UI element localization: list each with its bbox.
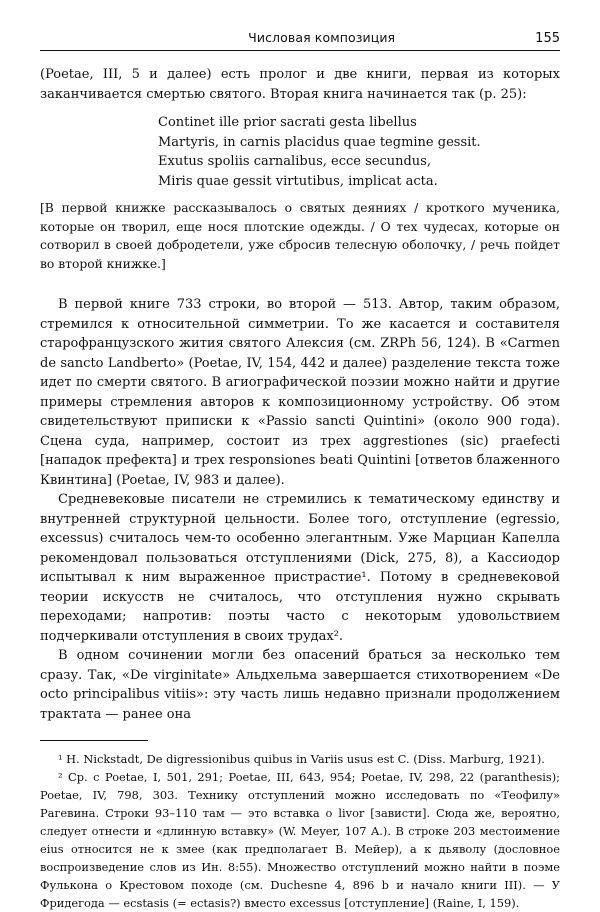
latin-verse [158, 113, 560, 191]
verse-line: Miris quae gessit virtutibus, implicat acta. [158, 173, 438, 189]
page-number: 155 [535, 31, 560, 46]
footnote-divider [40, 740, 148, 741]
verse-line: Continet ille prior sacrati gesta libellus [158, 115, 417, 130]
footnote-1: ¹ H. Nickstadt, De digressionibus quibus in Variis usus est C. (Diss. Marburg, 1921). [58, 752, 545, 766]
verse-line: Exutus spoliis carnalibus, ecce secundus, [158, 154, 431, 169]
verse-line: Martyris, in carnis placidus quae tegmine gessit. [158, 134, 481, 150]
running-title: Числовая композиция [248, 30, 396, 45]
paragraph-3: Средневековые писатели не стремились к тематическому единству и внутренней структурной цельности. Более того, отступление (egressio, excessus) считалось чем-то особенно элегантным. Уже Марциан Капелла рекомендовал пользоваться отступлениями (Dick, 275, 8), а Кассиодор испытывал к ним выраженное пристрастие¹. Потому в средневековой теории искусств не считалось, что отступления нужно скрывать переходами; напротив: поэты часто с некоторым удовольствием подчеркивали отступления в своих трудах². [40, 492, 560, 644]
verse-translation: [В первой книжке рассказывалось о святых деяниях / кроткого мученика, которые он творил, еще нося плотские одежды. / О тех чудесах, которые он сотворил в своей добродетели, уже сбросив телесную оболочку, / речь пойдет во второй книжке.] [40, 201, 560, 271]
running-header [40, 30, 560, 51]
paragraph-2: В первой книге 733 строки, во второй — 513. Автор, таким образом, стремился к относительной симметрии. То же касается и составителя старофранцузского жития святого Алексия (см. ZRPh 56, 124). В «Carmen de sancto Landberto» (Poetae, IV, 154, 442 и далее) разделение текста тоже идет по смерти святого. В агиографической поэзии можно найти и другие примеры стремления авторов к композиционному устройству. Об этом свидетельствуют приписки к «Passio sancti Quintini» (около 900 года). Сцена суда, например, состоит из трех aggrestiones (sic) praefecti [нападок префекта] и трех responsiones beati Quintini [ответов блаженного Квинтина] (Poetae, IV, 983 и далее). [40, 297, 560, 488]
paragraph-1: (Poetae, III, 5 и далее) есть пролог и две книги, первая из которых заканчивается смертью святого. Вторая книга начинается так (р. 25): [40, 67, 560, 102]
paragraph-4: В одном сочинении могли без опасений браться за несколько тем сразу. Так, «De virginitate» Альдхельма завершается стихотворением «De octo principalibus vitiis»: эту часть лишь недавно признали продолжением трактата — ранее она [40, 648, 560, 722]
footnote-2: ² Ср. с Poetae, I, 501, 291; Poetae, III, 643, 954; Poetae, IV, 298, 22 (paranthesis); Poetae, IV, 798, 303. Технику отступлений можно исследовать по «Теофилу» Рагевина. Строки 93–110 там — это вставка о livor [зависти]. Сюда же, вероятно, следует отнести и «длинную вставку» (W. Meyer, 107 A.). В строке 203 местоимение eius относится не к змее (как предполагает В. Мейер), а к дьяволу (дословное воспроизведение слов из Ин. 8:55). Множество отступлений можно найти в поэме Фулькона о Крестовом походе (см. Duchesne 4, 896 b и начало книги III). — У Фридегода — ecstasis (= ectasis?) вместо excessus [отступление] (Raine, I, 159). [40, 770, 560, 910]
